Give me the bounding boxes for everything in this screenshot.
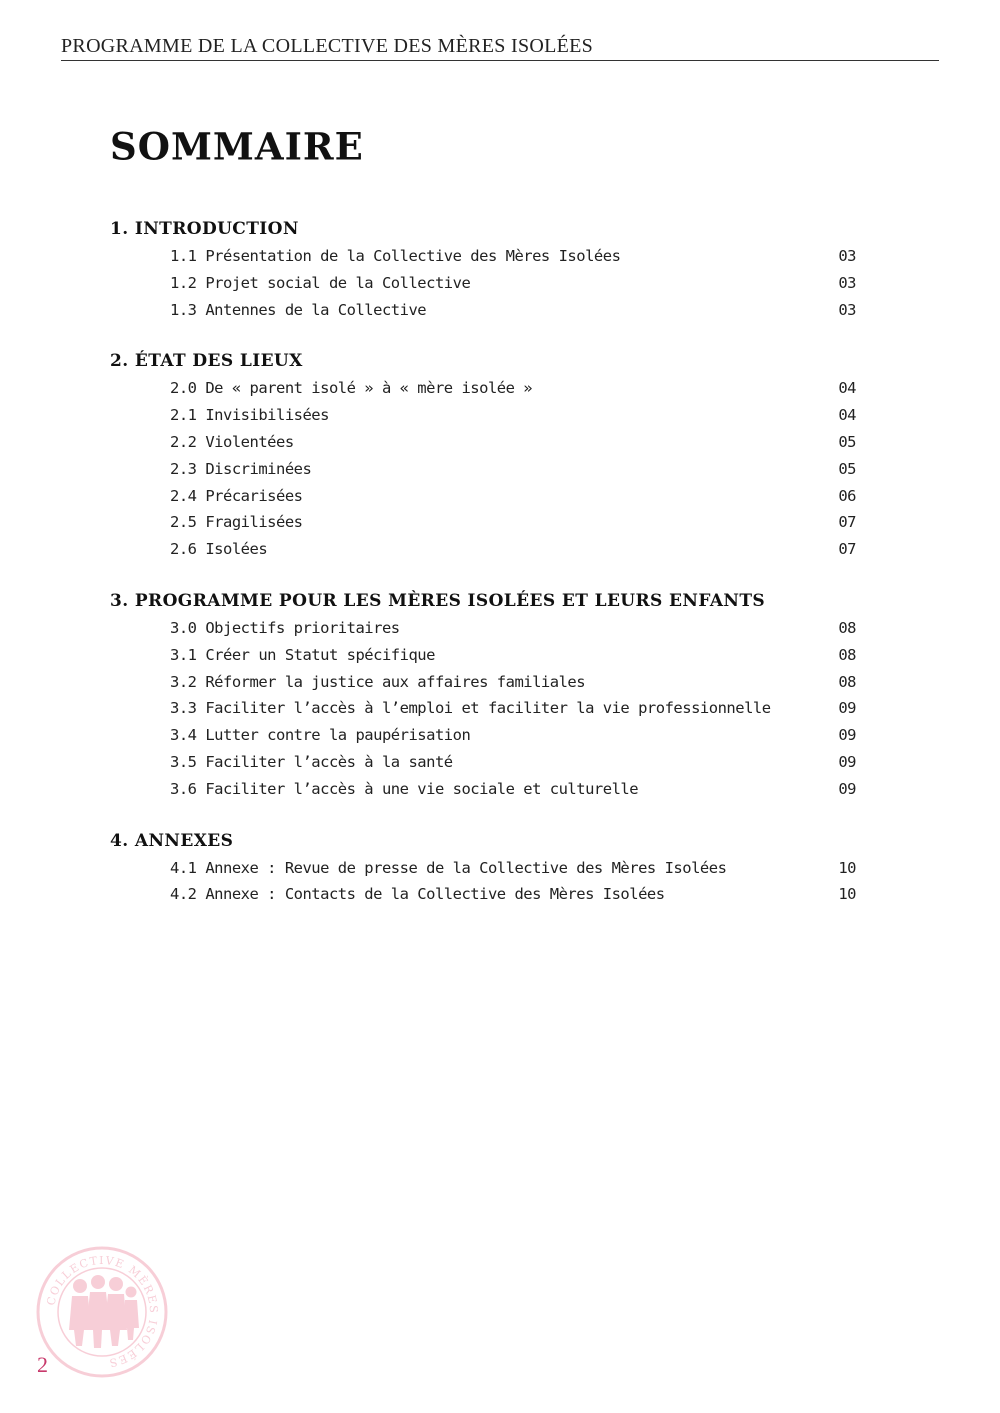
toc-entry [110, 456, 856, 483]
toc-entry [110, 483, 856, 510]
toc-entry-label: 3.4 Lutter contre la paupérisation [170, 726, 471, 745]
toc-entry [110, 642, 856, 669]
toc-section [110, 588, 856, 803]
toc-entry-label: 2.2 Violentées [170, 432, 294, 451]
toc-section [110, 348, 856, 563]
toc-entry [110, 243, 856, 270]
toc-entry-page: 05 [838, 432, 856, 451]
toc-entry [110, 669, 856, 696]
toc-entry-label: 4.2 Annexe : Contacts de la Collective des Mères Isolées [170, 885, 665, 904]
toc-section [110, 828, 856, 909]
toc-entry-label: 2.0 De « parent isolé » à « mère isolée » [170, 379, 533, 398]
toc-entry-page: 04 [838, 379, 856, 398]
toc-entry [110, 722, 856, 749]
toc-entry-label: 2.6 Isolées [170, 540, 268, 559]
toc-section-heading: 2. ÉTAT DES LIEUX [110, 351, 303, 372]
running-header-title: PROGRAMME DE LA COLLECTIVE DES MÈRES ISOLÉES [61, 35, 594, 57]
collective-stamp-icon [34, 1244, 170, 1380]
toc-entry [110, 881, 856, 908]
toc-entry [110, 375, 856, 402]
toc-section-heading: 4. ANNEXES [110, 830, 234, 851]
toc-entry-page: 08 [838, 672, 856, 691]
toc-entry-label: 3.3 Faciliter l’accès à l’emploi et faciliter la vie professionnelle [170, 699, 771, 718]
toc-entry [110, 297, 856, 324]
toc-entry-label: 3.6 Faciliter l’accès à une vie sociale et culturelle [170, 779, 639, 798]
toc-entry-page: 03 [838, 273, 856, 292]
toc-entry-label: 2.3 Discriminées [170, 459, 312, 478]
toc-entry-page: 08 [838, 618, 856, 637]
toc-entry-page: 06 [838, 486, 856, 505]
toc-entry [110, 615, 856, 642]
toc-entry-page: 09 [838, 779, 856, 798]
page-title: SOMMAIRE [110, 123, 364, 169]
toc-entry-page: 07 [838, 513, 856, 532]
toc-entry [110, 509, 856, 536]
toc-entry [110, 855, 856, 882]
toc-section-heading: 1. INTRODUCTION [110, 219, 299, 239]
toc-entry-page: 10 [838, 885, 856, 904]
toc-entry-label: 1.2 Projet social de la Collective [170, 273, 471, 292]
toc-entry-label: 3.0 Objectifs prioritaires [170, 618, 400, 637]
toc-entry-page: 03 [838, 300, 856, 319]
toc-entry [110, 776, 856, 803]
toc-section-heading: 3. PROGRAMME POUR LES MÈRES ISOLÉES ET LEURS ENFANTS [110, 590, 766, 611]
toc-entry-label: 1.1 Présentation de la Collective des Mères Isolées [170, 247, 621, 265]
toc-entry-page: 04 [838, 406, 856, 425]
toc-entry-label: 4.1 Annexe : Revue de presse de la Collective des Mères Isolées [170, 858, 727, 877]
toc-entry-label: 3.2 Réformer la justice aux affaires familiales [170, 672, 586, 691]
toc-entry-label: 1.3 Antennes de la Collective [170, 300, 427, 319]
toc-entry [110, 270, 856, 297]
toc-entry [110, 695, 856, 722]
toc-entry-page: 09 [838, 699, 856, 718]
toc-entry [110, 402, 856, 429]
toc-entry-label: 2.5 Fragilisées [170, 513, 303, 532]
toc-entry-page: 09 [838, 752, 856, 771]
toc-entry-page: 09 [838, 726, 856, 745]
toc-entry-label: 2.4 Précarisées [170, 486, 303, 505]
toc-entry-page: 07 [838, 540, 856, 559]
toc-entry-label: 3.1 Créer un Statut spécifique [170, 645, 435, 664]
toc-entry-page: 05 [838, 459, 856, 478]
toc-entry-label: 3.5 Faciliter l’accès à la santé [170, 752, 453, 771]
toc-entry-label: 2.1 Invisibilisées [170, 406, 329, 425]
page-number: 2 [37, 1352, 48, 1377]
running-header [61, 33, 939, 61]
toc-entry-page: 03 [838, 247, 856, 265]
toc-section [110, 216, 856, 323]
table-of-contents [110, 216, 856, 933]
toc-entry [110, 749, 856, 776]
stamp-text: COLLECTIVE MÈRES ISOLÉES [44, 1253, 161, 1370]
toc-entry [110, 536, 856, 563]
toc-entry-page: 10 [838, 858, 856, 877]
toc-entry [110, 429, 856, 456]
toc-entry-page: 08 [838, 645, 856, 664]
